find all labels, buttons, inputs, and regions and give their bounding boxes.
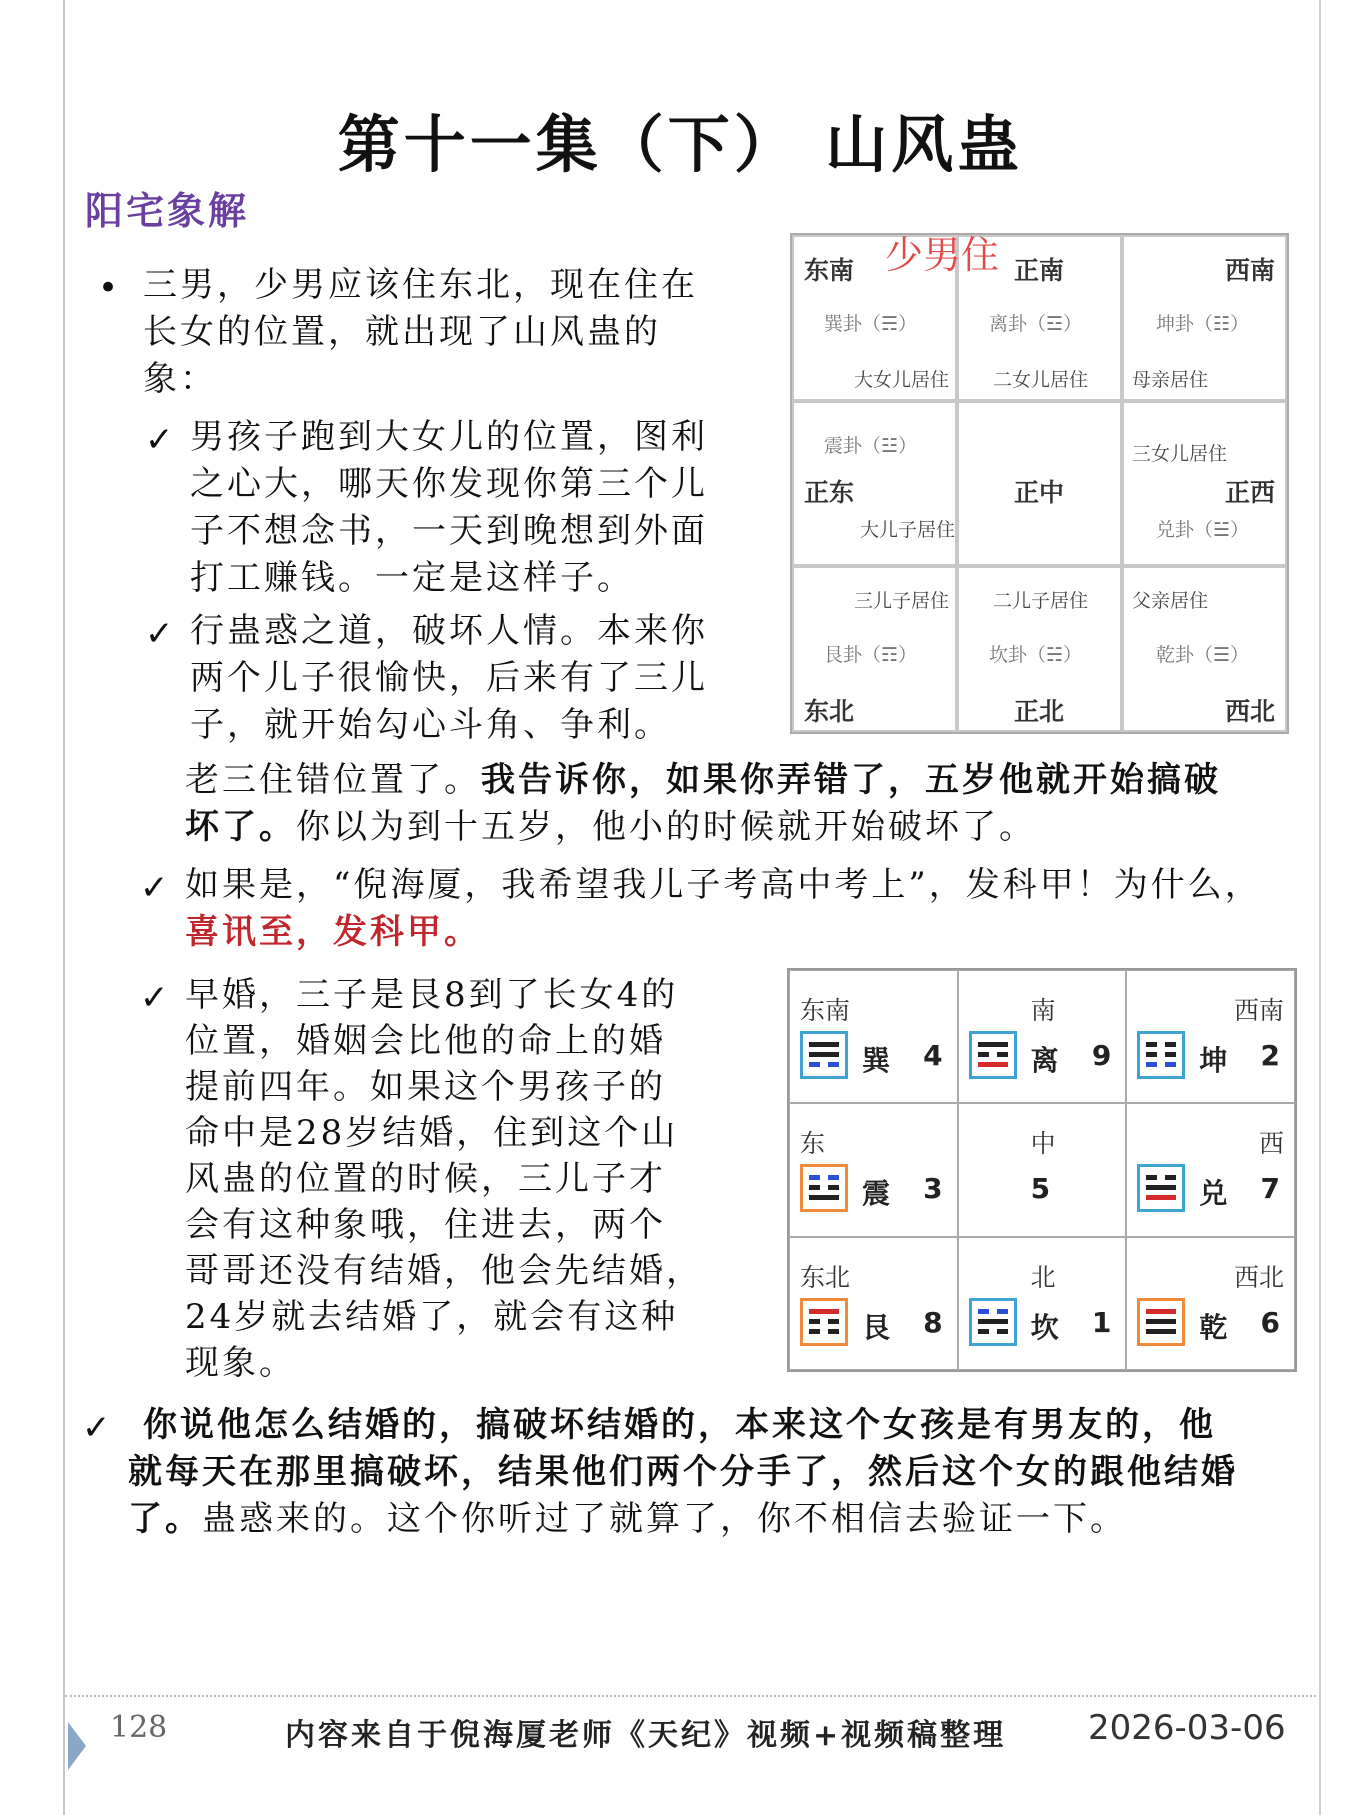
- text-line: 行蛊惑之道，破坏人情。本来你: [190, 611, 708, 651]
- direction-label: 西北: [1224, 697, 1275, 727]
- trigram-name: 坤: [1199, 1044, 1228, 1077]
- direction-label: 西: [1258, 1129, 1284, 1159]
- grid-cell-northeast: [792, 566, 957, 732]
- trigram-number: 3: [923, 1172, 943, 1206]
- page-title: 第十一集（下） 山风蛊: [337, 108, 1024, 181]
- direction-label: 东北: [800, 1262, 851, 1292]
- direction-label: 东北: [804, 697, 855, 727]
- text-line: 子不想念书，一天到晚想到外面: [190, 511, 708, 551]
- check1-text: [190, 414, 790, 602]
- bold-line: 你说他怎么结婚的，搞破坏结婚的，本来这个女孩是有男友的，他: [143, 1405, 1216, 1445]
- check-mark: ✓: [145, 614, 174, 654]
- direction-label: 西南: [1224, 256, 1275, 285]
- direction-label: 正中: [1014, 477, 1065, 507]
- trigram-number: 2: [1260, 1039, 1280, 1072]
- text-span: 老三住错位置了。: [185, 760, 481, 800]
- trigram-name: 坎: [1030, 1310, 1059, 1344]
- footer-divider: [65, 1695, 1316, 1697]
- footer-source: 内容来自于倪海厦老师《天纪》视频+视频稿整理: [285, 1718, 1007, 1753]
- check-mark: ✓: [140, 868, 169, 908]
- check-mark: ✓: [82, 1408, 111, 1448]
- trigram-number-grid: [787, 968, 1297, 1372]
- grid2-cell-south: [958, 970, 1127, 1103]
- resident-label: 二女儿居住: [993, 369, 1089, 391]
- grid2-cell-southeast: [789, 970, 958, 1103]
- footer-date: 2026-03-06: [1088, 1708, 1286, 1748]
- bold-span: 了。: [128, 1499, 202, 1539]
- resident-label: 大儿子居住: [860, 518, 956, 541]
- text-line: 子，就开始勾心斗角、争利。: [190, 705, 671, 745]
- bold-line: 就每天在那里搞破坏，结果他们两个分手了，然后这个女的跟他结婚: [128, 1452, 1238, 1492]
- text-span: 你以为到十五岁，他小的时候就开始破坏了。: [296, 807, 1036, 847]
- grid-cell-east: [792, 401, 957, 567]
- trigram-label: 艮卦（☶）: [824, 644, 918, 667]
- direction-label: 东: [800, 1129, 826, 1159]
- check4-text: [185, 972, 745, 1386]
- grid2-cell-east: [789, 1103, 958, 1236]
- check2-text: [190, 608, 790, 749]
- direction-label: 正北: [1014, 697, 1065, 727]
- kun-trigram-icon: [1137, 1031, 1185, 1079]
- trigram-number: 7: [1260, 1172, 1280, 1206]
- resident-label: 二儿子居住: [993, 590, 1089, 613]
- direction-label: 西北: [1233, 1262, 1284, 1292]
- check-mark: ✓: [145, 420, 174, 460]
- check2-continuation: [185, 757, 1305, 851]
- trigram-name: 离: [1030, 1044, 1059, 1077]
- direction-label: 正西: [1224, 477, 1275, 507]
- bullet-dot: •: [98, 268, 119, 308]
- qian-trigram-icon: [1137, 1298, 1185, 1346]
- resident-label: 三女儿居住: [1132, 442, 1228, 465]
- text-line: 如果是，“倪海厦，我希望我儿子考高中考上”，发科甲！为什么，: [185, 865, 1262, 905]
- grid-cell-north: [957, 566, 1122, 732]
- page-number: 128: [110, 1710, 168, 1745]
- trigram-number: 8: [923, 1305, 943, 1339]
- bullet-line: 三男，少男应该住东北，现在住在: [143, 265, 698, 305]
- gen-trigram-icon: [800, 1298, 848, 1346]
- trigram-label: 离卦（☲）: [989, 313, 1083, 335]
- direction-label: 正南: [1014, 256, 1065, 285]
- check-mark: ✓: [140, 978, 169, 1018]
- grid2-cell-center: [958, 1103, 1127, 1236]
- trigram-name: 巽: [862, 1044, 891, 1077]
- trigram-label: 坤卦（☷）: [1156, 313, 1250, 335]
- resident-label: 母亲居住: [1132, 369, 1209, 391]
- grid2-cell-northeast: [789, 1237, 958, 1370]
- text-line: 风蛊的位置的时候，三儿子才: [185, 1159, 666, 1199]
- bullet-line: 象：: [143, 359, 217, 399]
- text-line: 之心大，哪天你发现你第三个儿: [190, 464, 708, 504]
- annotation-shaonan: 少男住: [885, 233, 1000, 277]
- xun-trigram-icon: [800, 1031, 848, 1079]
- trigram-number: 6: [1260, 1305, 1280, 1339]
- direction-label: 北: [1030, 1262, 1056, 1292]
- trigram-label: 兑卦（☱）: [1156, 518, 1250, 541]
- grid-cell-west: [1122, 401, 1287, 567]
- grid2-cell-northwest: [1126, 1237, 1295, 1370]
- grid-cell-southwest: [1122, 235, 1287, 401]
- bullet-line: 长女的位置，就出现了山风蛊的: [143, 312, 661, 352]
- grid2-cell-north: [958, 1237, 1127, 1370]
- check5-text: [128, 1402, 1308, 1543]
- trigram-number: 1: [1091, 1305, 1112, 1339]
- bold-span: 我告诉你，如果你弄错了，五岁他就开始搞破: [481, 760, 1221, 800]
- direction-label: 正东: [804, 477, 855, 507]
- direction-label: 中: [1030, 1129, 1056, 1159]
- page-marker-icon: [68, 1722, 86, 1770]
- text-line: 位置，婚姻会比他的命上的婚: [185, 1021, 666, 1061]
- text-span: 蛊惑来的。这个你听过了就算了，你不相信去验证一下。: [202, 1499, 1127, 1539]
- section-heading: 阳宅象解: [85, 188, 250, 233]
- text-line: 命中是28岁结婚，住到这个山: [185, 1113, 679, 1153]
- text-line: 提前四年。如果这个男孩子的: [185, 1067, 666, 1107]
- trigram-name: 兑: [1199, 1177, 1228, 1211]
- trigram-name: 艮: [862, 1310, 891, 1344]
- trigram-label: 乾卦（☰）: [1156, 644, 1250, 667]
- trigram-name: 乾: [1199, 1310, 1228, 1344]
- trigram-name: 震: [862, 1177, 891, 1211]
- text-line: 会有这种象哦，住进去，两个: [185, 1205, 666, 1245]
- text-line: 24岁就去结婚了，就会有这种: [185, 1297, 679, 1337]
- check3-text: [185, 862, 1325, 956]
- trigram-number: 5: [1030, 1172, 1051, 1206]
- text-line: 哥哥还没有结婚，他会先结婚，: [185, 1251, 703, 1291]
- text-line: 两个儿子很愉快，后来有了三儿: [190, 658, 708, 698]
- grid-cell-northwest: [1122, 566, 1287, 732]
- left-margin-rule: [63, 0, 65, 1815]
- trigram-label: 震卦（☳）: [824, 434, 918, 457]
- resident-label: 三儿子居住: [853, 590, 949, 613]
- resident-label: 父亲居住: [1132, 590, 1209, 613]
- bold-span: 坏了。: [185, 807, 296, 847]
- direction-label: 东南: [804, 256, 855, 285]
- trigram-number: 9: [1091, 1039, 1112, 1072]
- grid-cell-center: [957, 401, 1122, 567]
- li-trigram-icon: [969, 1031, 1017, 1079]
- resident-label: 大女儿居住: [853, 369, 949, 391]
- bullet-text: [143, 262, 783, 403]
- trigram-label: 坎卦（☵）: [989, 644, 1083, 667]
- red-highlight: 喜讯至，发科甲。: [185, 912, 481, 952]
- dui-trigram-icon: [1137, 1164, 1185, 1212]
- trigram-label: 巽卦（☴）: [824, 313, 918, 335]
- grid2-cell-southwest: [1126, 970, 1295, 1103]
- direction-label: 东南: [800, 996, 851, 1025]
- zhen-trigram-icon: [800, 1164, 848, 1212]
- family-position-grid: [790, 233, 1289, 734]
- kan-trigram-icon: [969, 1298, 1017, 1346]
- text-line: 早婚，三子是艮8到了长女4的: [185, 975, 679, 1015]
- text-line: 打工赚钱。一定是这样子。: [190, 558, 634, 598]
- trigram-number: 4: [923, 1039, 943, 1072]
- text-line: 男孩子跑到大女儿的位置，图利: [190, 417, 708, 457]
- direction-label: 西南: [1233, 996, 1284, 1025]
- direction-label: 南: [1030, 996, 1056, 1025]
- text-line: 现象。: [185, 1343, 296, 1383]
- grid2-cell-west: [1126, 1103, 1295, 1236]
